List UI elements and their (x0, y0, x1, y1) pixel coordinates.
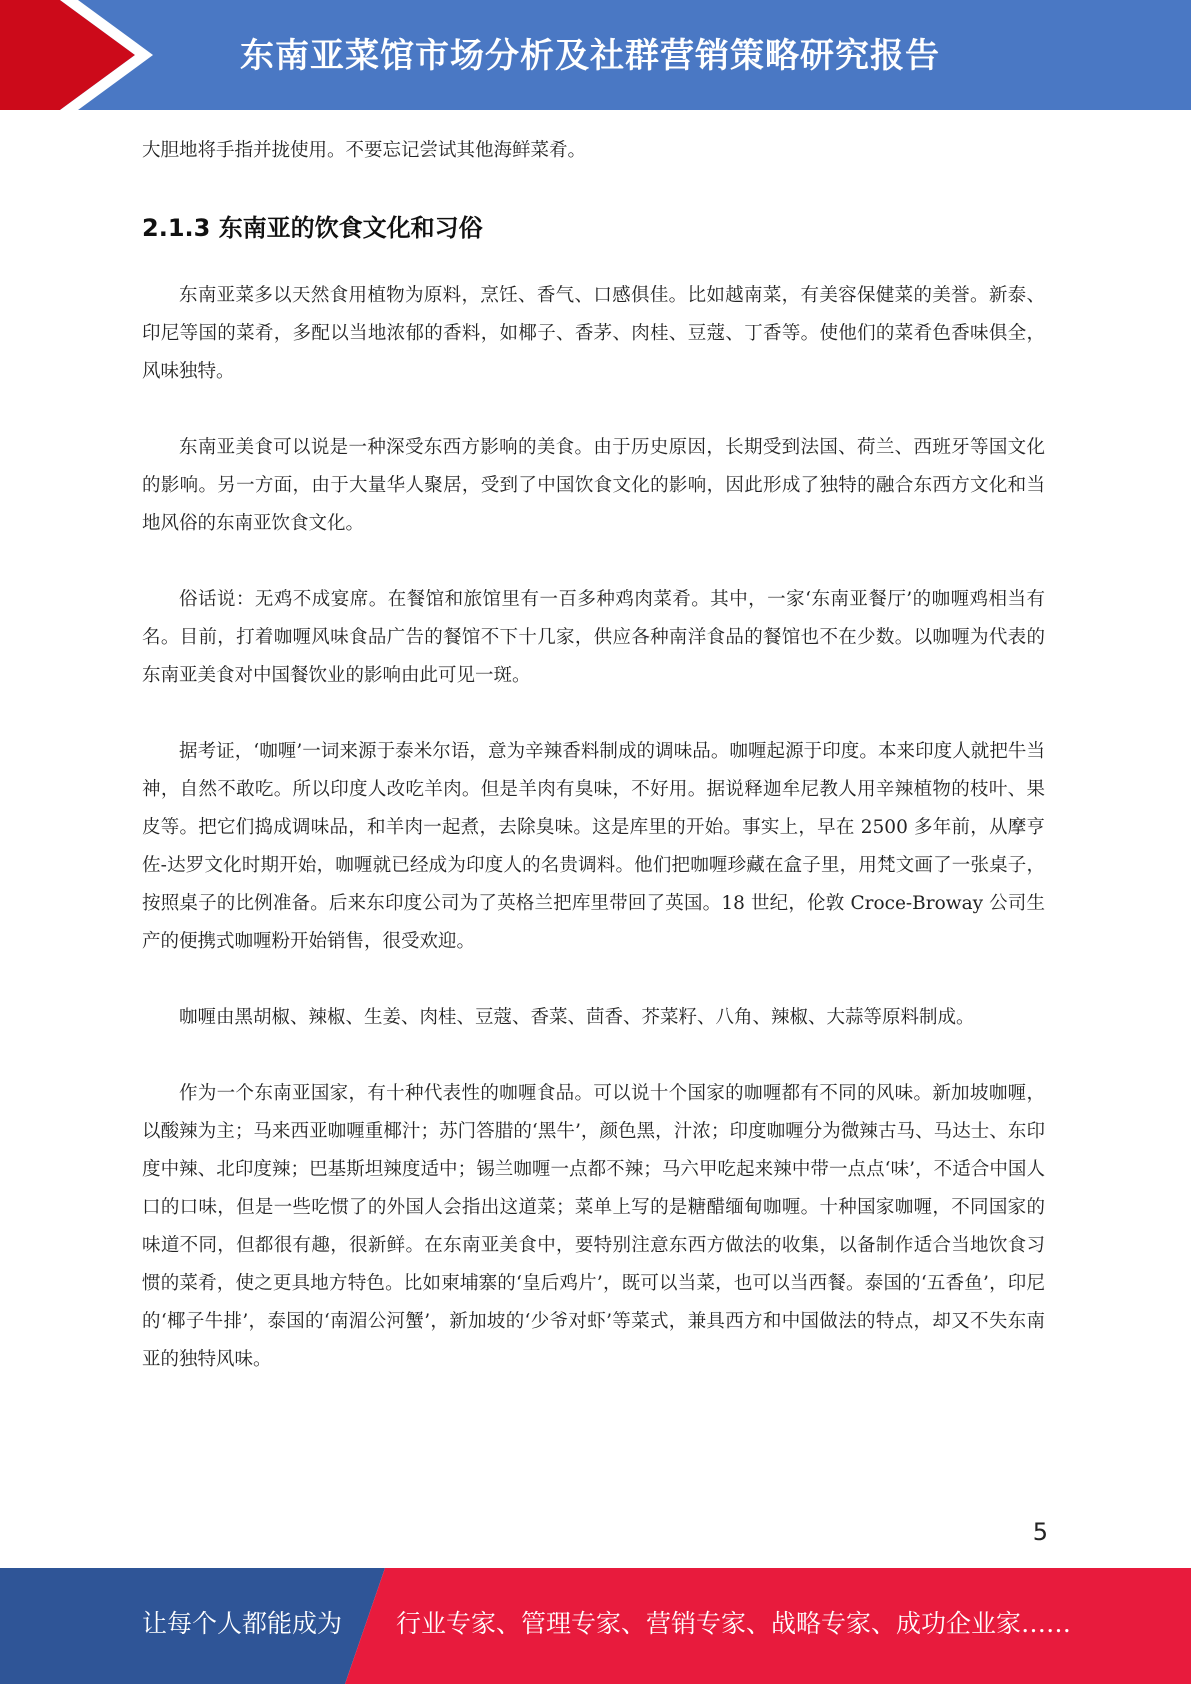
footer-slogan-right: 行业专家、管理专家、营销专家、战略专家、成功企业家…… (396, 1609, 1072, 1638)
footer-slogan-left: 让每个人都能成为 (142, 1609, 343, 1638)
paragraph-5: 咖喱由黑胡椒、辣椒、生姜、肉桂、豆蔻、香菜、茴香、芥菜籽、八角、辣椒、大蒜等原料制成。 (179, 1007, 975, 1028)
page-content (142, 132, 1045, 1417)
paragraph-3: 俗话说：无鸡不成宴席。在餐馆和旅馆里有一百多种鸡肉菜肴。其中，一家‘东南亚餐厅’的咖喱鸡相当有名。目前，打着咖喱风味食品广告的餐馆不下十几家，供应各种南洋食品的餐馆也不在少数。以咖喱为代表的东南亚美食对中国餐饮业的影响由此可见一斑。 (142, 589, 1045, 686)
paragraph-4: 据考证，‘咖喱’一词来源于泰米尔语，意为辛辣香料制成的调味品。咖喱起源于印度。本来印度人就把牛当神，自然不敢吃。所以印度人改吃羊肉。但是羊肉有臭味，不好用。据说释迦牟尼教人用辛辣植物的枝叶、果皮等。把它们捣成调味品，和羊肉一起煮，去除臭味。这是库里的开始。事实上，早在 2500 多年前，从摩亨佐-达罗文化时期开始，咖喱就已经成为印度人的名贵调料。他们把咖喱珍藏在盒子里，用梵文画了一张桌子，按照桌子的比例准备。后来东印度公司为了英格兰把库里带回了英国。18 世纪，伦敦 Croce-Broway 公司生产的便携式咖喱粉开始销售，很受欢迎。 (142, 741, 1045, 952)
lead-paragraph: 大胆地将手指并拢使用。不要忘记尝试其他海鲜菜肴。 (142, 140, 587, 161)
page-number: 5 (1032, 1518, 1048, 1546)
footer-banner (0, 1568, 1191, 1684)
paragraph-1: 东南亚菜多以天然食用植物为原料，烹饪、香气、口感俱佳。比如越南菜，有美容保健菜的美誉。新泰、印尼等国的菜肴，多配以当地浓郁的香料，如椰子、香茅、肉桂、豆蔻、丁香等。使他们的菜肴色香味俱全，风味独特。 (142, 285, 1045, 382)
header-banner (0, 0, 1191, 110)
section-heading: 2.1.3 东南亚的饮食文化和习俗 (142, 214, 483, 242)
paragraph-6: 作为一个东南亚国家，有十种代表性的咖喱食品。可以说十个国家的咖喱都有不同的风味。新加坡咖喱，以酸辣为主；马来西亚咖喱重椰汁；苏门答腊的‘黑牛’，颜色黑，汁浓；印度咖喱分为微辣古马、马达士、东印度中辣、北印度辣；巴基斯坦辣度适中；锡兰咖喱一点都不辣；马六甲吃起来辣中带一点点‘味’，不适合中国人口的口味，但是一些吃惯了的外国人会指出这道菜；菜单上写的是糖醋缅甸咖喱。十种国家咖喱，不同国家的味道不同，但都很有趣，很新鲜。在东南亚美食中，要特别注意东西方做法的收集，以备制作适合当地饮食习惯的菜肴，使之更具地方特色。比如柬埔寨的‘皇后鸡片’，既可以当菜，也可以当西餐。泰国的‘五香鱼’，印尼的‘椰子牛排’，泰国的‘南湄公河蟹’，新加坡的‘少爷对虾’等菜式，兼具西方和中国做法的特点，却又不失东南亚的独特风味。 (142, 1083, 1045, 1370)
paragraph-2: 东南亚美食可以说是一种深受东西方影响的美食。由于历史原因，长期受到法国、荷兰、西班牙等国文化的影响。另一方面，由于大量华人聚居，受到了中国饮食文化的影响，因此形成了独特的融合东西方文化和当地风俗的东南亚饮食文化。 (142, 437, 1045, 534)
report-title: 东南亚菜馆市场分析及社群营销策略研究报告 (240, 36, 940, 76)
